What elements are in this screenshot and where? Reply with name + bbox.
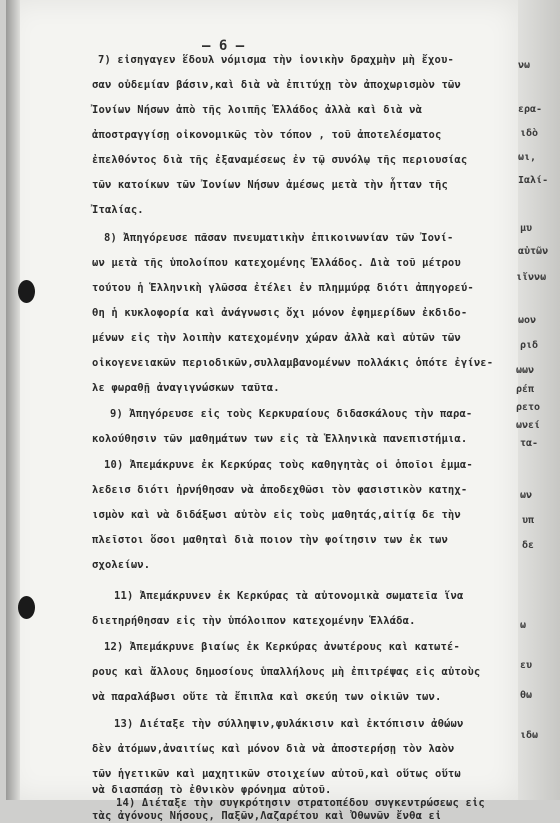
text-line: 9) Ἀπηγόρευσε εἰς τοὺς Κερκυραίους διδασκάλους τὴν παρα- [110, 408, 473, 420]
text-line: τούτου ἡ Ἑλληνικὴ γλῶσσα ἐτέλει ἐν πλημμύρᾳ διότι ἀπηγορεύ- [92, 282, 474, 294]
document-page [6, 0, 518, 822]
margin-fragment: μυ [520, 223, 533, 234]
text-line: λε φωραθῇ ἀναγιγνώσκων ταῦτα. [92, 382, 280, 394]
margin-fragment: ευ [520, 660, 533, 671]
text-line: κολούθησιν τῶν μαθημάτων των εἰς τὰ Ἑλληνικὰ πανεπιστήμια. [92, 433, 468, 445]
text-line: τῶν ἡγετικῶν καὶ μαχητικῶν στοιχείων αὐτοῦ,καὶ οὕτως οὕτω [92, 768, 461, 780]
margin-fragment: ρέπ [516, 384, 535, 395]
text-line: οἰκογενειακῶν περιοδικῶν,συλλαμβανομένων πολλάκις ὁπότε ἐγίνε- [92, 357, 494, 369]
margin-fragment: ερα- [518, 104, 543, 115]
text-line: 7) εἰσηγαγεν ἕδουλ νόμισμα τὴν ἰονικὴν δραχμὴν μὴ ἔχου- [98, 54, 454, 66]
text-line: Ἰονίων Νήσων ἀπὸ τῆς λοιπῆς Ἑλλάδος ἀλλὰ καὶ διὰ νὰ [92, 104, 423, 116]
text-line: Ἰταλίας. [92, 204, 144, 216]
text-line: τῶν κατοίκων τῶν Ἰονίων Νήσων ἀμέσως μετὰ τὴν ἧτταν τῆς [92, 179, 448, 191]
binder-edge [6, 0, 20, 800]
margin-fragment: ιδω [520, 730, 539, 741]
margin-fragment: ωον [518, 315, 537, 326]
text-line: ἐπελθόντος διὰ τῆς ἐξαναμέσεως ἐν τῷ συνόλῳ τῆς περιουσίας [92, 154, 468, 166]
margin-fragment: ωων [516, 365, 535, 376]
text-line: 10) Ἀπεμάκρυνε ἐκ Κερκύρας τοὺς καθηγητὰς οἱ ὁποῖοι ἐμμα- [104, 459, 473, 471]
punch-hole [18, 280, 35, 303]
text-line: δὲν ἀτόμων,ἀναιτίως καὶ μόνον διὰ νὰ ἀποστερήσῃ τὸν λαὸν [92, 743, 455, 755]
text-line: νὰ διασπάσῃ τὸ ἐθνικὸν φρόνημα αὐτοῦ. [92, 784, 332, 796]
margin-fragment: τα- [520, 438, 539, 449]
margin-fragment: ω [520, 620, 527, 631]
margin-fragment: ωι, [518, 152, 537, 163]
text-line: διετηρήθησαν εἰς τὴν ὑπόλοιπον κατεχομένην Ἑλλάδα. [92, 615, 416, 627]
margin-fragment: ων [520, 490, 533, 501]
margin-fragment: ιδὸ [520, 128, 539, 139]
text-line: νὰ παραλάβωσι οὔτε τὰ ἔπιπλα καὶ σκεύη των οἰκιῶν των. [92, 691, 442, 703]
text-line: ἀποστραγγίσῃ οἰκονομικῶς τὸν τόπον , τοῦ ἀποτελέσματος [92, 129, 442, 141]
text-line: 8) Ἀπηγόρευσε πᾶσαν πνευματικὴν ἐπικοινωνίαν τῶν Ἰονί- [104, 232, 454, 244]
text-line: πλεῖστοι ὅσοι μαθηταὶ διὰ ποιον τὴν φοίτησιν των ἐκ των [92, 534, 448, 546]
adjacent-page-edge [518, 0, 560, 800]
margin-fragment: ιἴννω [516, 272, 547, 283]
text-line: σαν οὐδεμίαν βάσιν,καὶ διὰ νὰ ἐπιτύχῃ τὸν ἀποχωρισμὸν τῶν [92, 79, 461, 91]
margin-fragment: υπ [522, 515, 535, 526]
margin-fragment: αὐτῶν [518, 246, 549, 257]
margin-fragment: νω [518, 60, 531, 71]
punch-hole [18, 596, 35, 619]
text-line: 12) Ἀπεμάκρυνε βιαίως ἐκ Κερκύρας ἀνωτέρους καὶ κατωτέ- [104, 641, 460, 653]
text-line: 13) Διέταξε τὴν σύλληψιν,φυλάκισιν καὶ ἐκτόπισιν ἀθώων [114, 718, 464, 730]
text-line: 11) Ἀπεμάκρυνεν ἐκ Κερκύρας τὰ αὐτονομικὰ σωματεῖα ἵνα [114, 590, 464, 602]
margin-fragment: ριδ [520, 340, 539, 351]
text-line: θη ἡ κυκλοφορία καὶ ἀνάγνωσις ὄχι μόνον ἐφημερίδων ἐκδιδο- [92, 307, 468, 319]
margin-fragment: ωνεί [516, 420, 541, 431]
text-line: μένων εἰς τὴν λοιπὴν κατεχομένην χώραν ἀλλὰ καὶ αὐτῶν τῶν [92, 332, 461, 344]
text-line: ων μετὰ τῆς ὑπολοίπου κατεχομένης Ἑλλάδος. Διὰ τοῦ μέτρου [92, 257, 461, 269]
margin-fragment: δε [522, 540, 535, 551]
text-line: ισμὸν καὶ νὰ διδάξωσι αὐτὸν εἰς τοὺς μαθητάς,αἰτίᾳ δε τὴν [92, 509, 461, 521]
text-line: ρους καὶ ἄλλους δημοσίους ὑπαλλήλους μὴ ἐπιτρέψας εἰς αὐτοὺς [92, 666, 481, 678]
page-number: — 6 — [202, 38, 245, 54]
text-line: 14) Διέταξε τὴν συγκρότησιν στρατοπέδου συγκεντρώσεως εἰς [116, 797, 485, 809]
margin-fragment: ρετο [516, 402, 541, 413]
text-line: σχολείων. [92, 559, 151, 571]
margin-fragment: θω [520, 690, 533, 701]
text-line: τὰς ἀγόνους Νήσους, Παξῶν,Λαζαρέτου καὶ Ὀθωνῶν ἔνθα εἰ [92, 810, 442, 822]
text-line: λεδεισ διότι ἠρνήθησαν νὰ ἀποδεχθῶσι τὸν φασιστικὸν κατηχ- [92, 484, 468, 496]
margin-fragment: Ιαλί- [518, 175, 549, 186]
